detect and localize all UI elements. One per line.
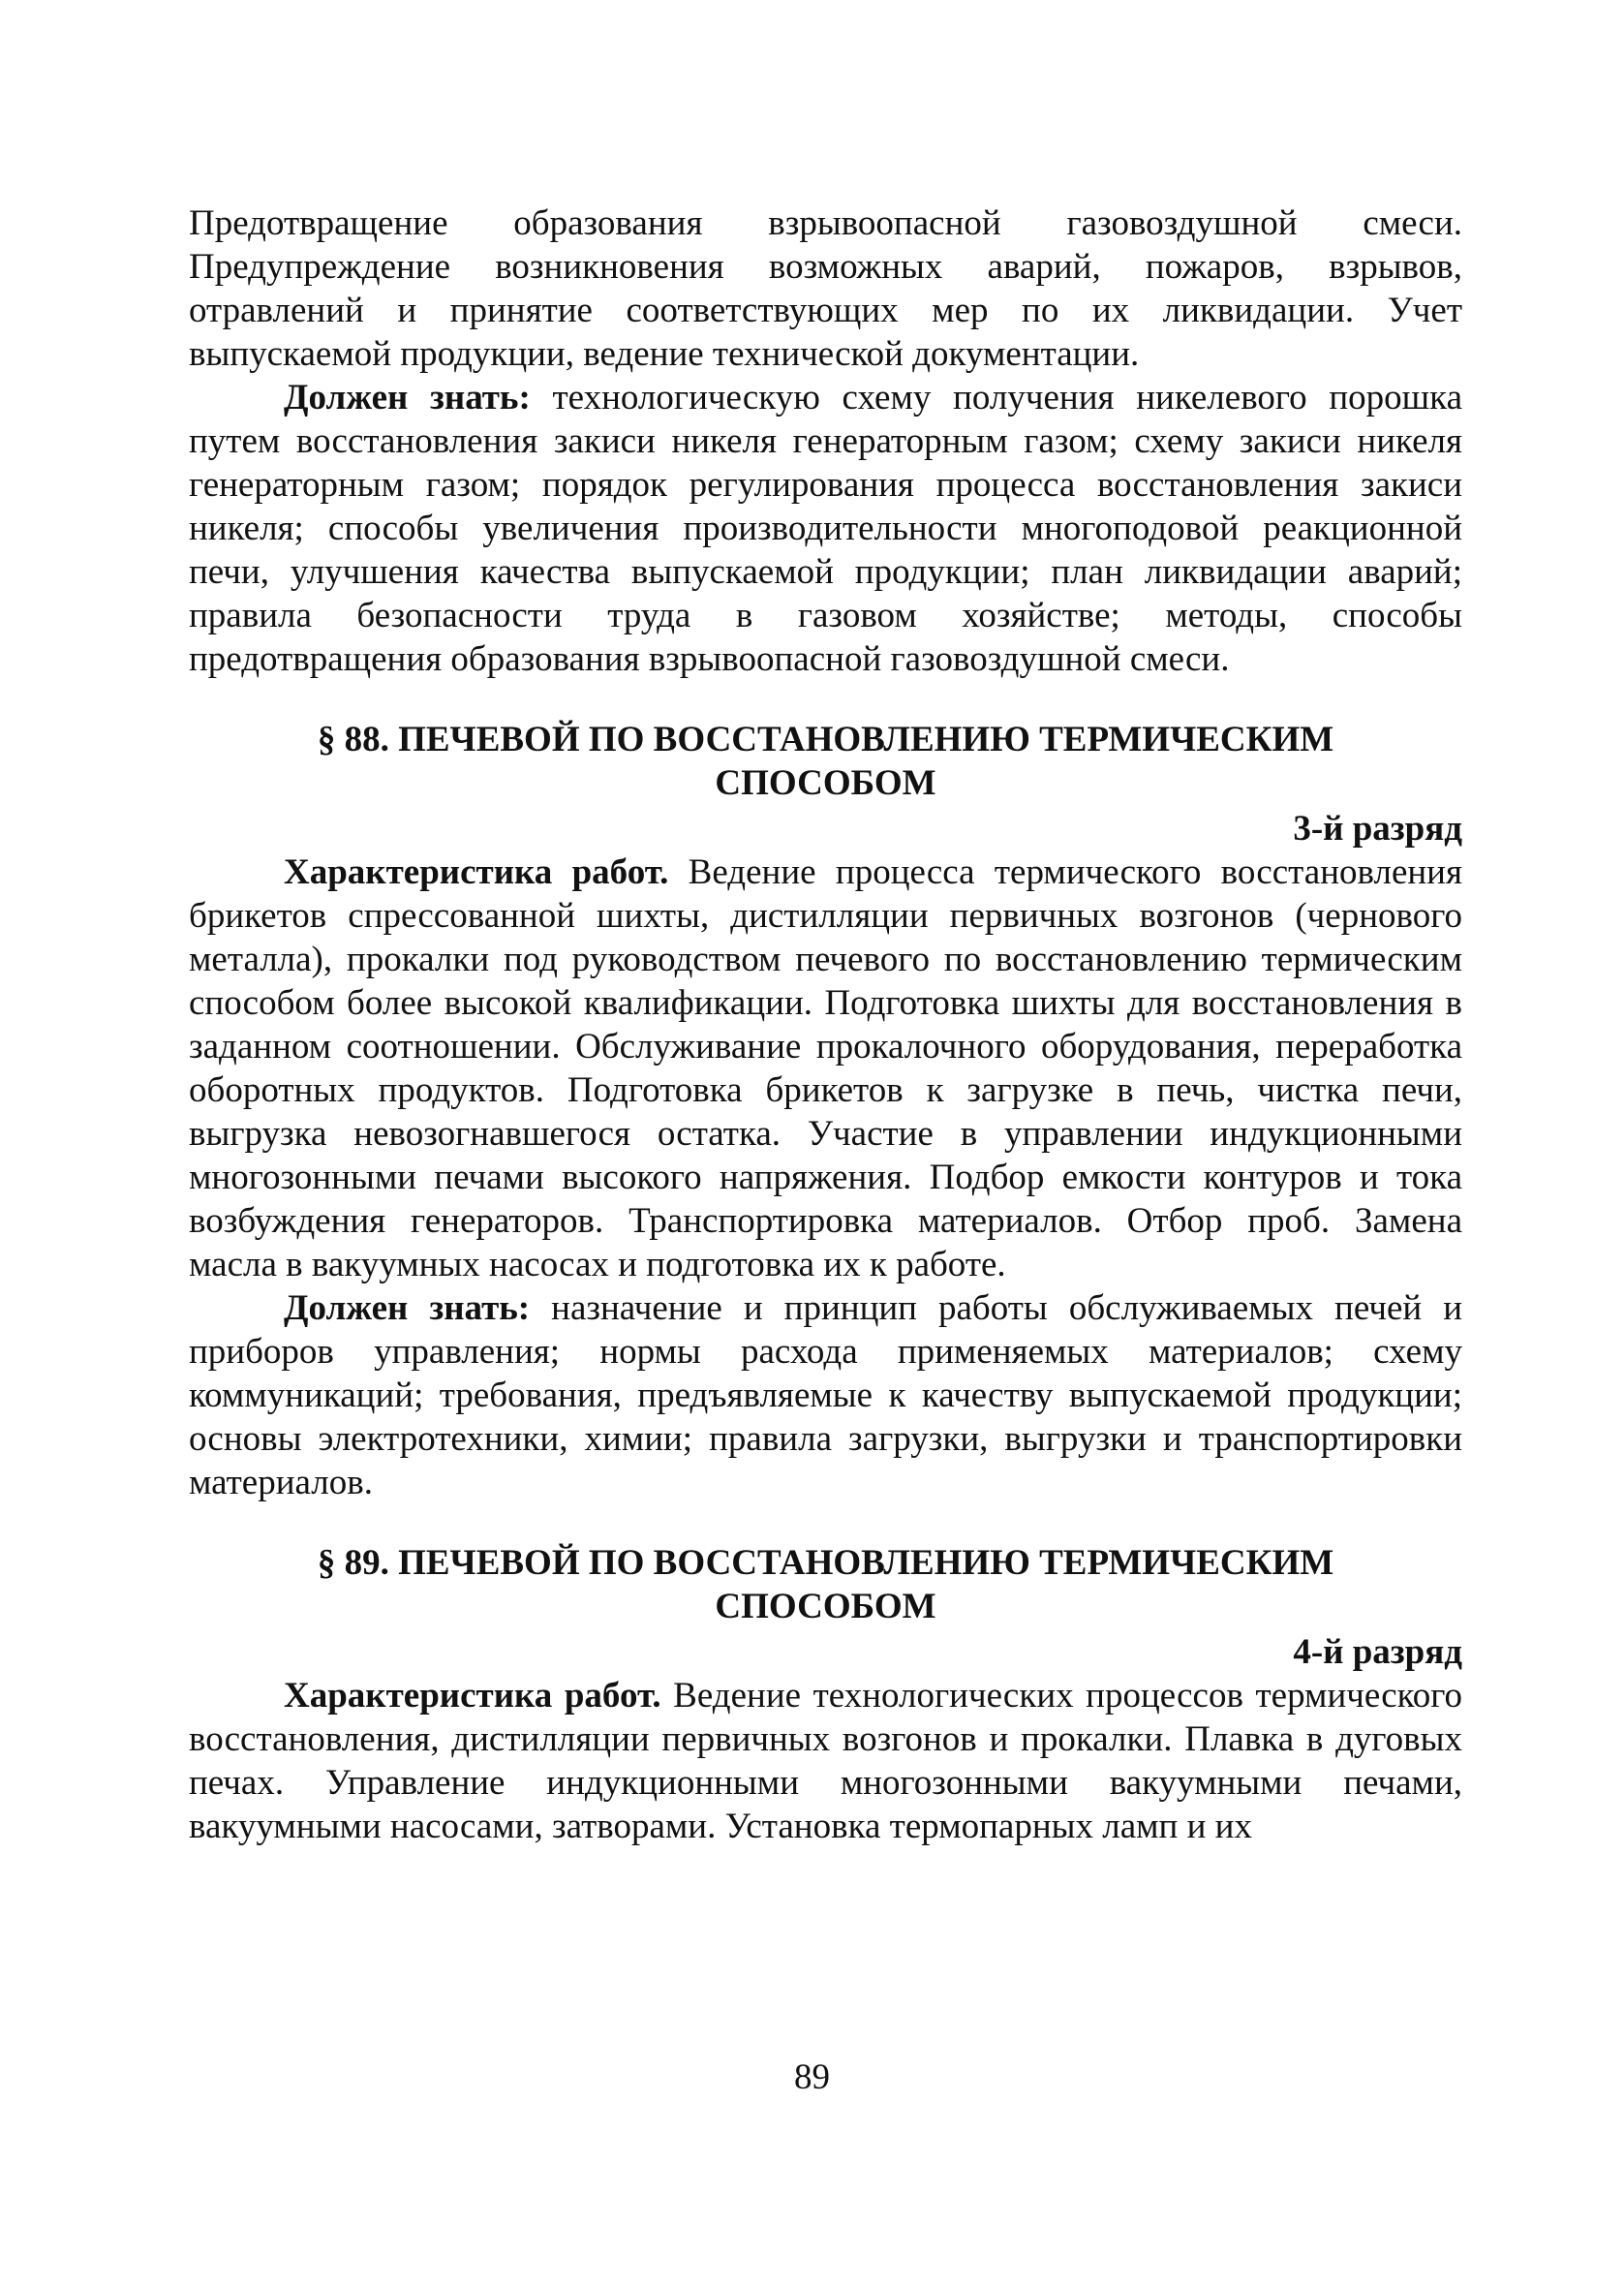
knowledge-lead: Должен знать: <box>284 1288 531 1328</box>
knowledge-text: назначение и принцип работы обслуживаемых печей и приборов управления; нормы расхода применяемых материалов; схему коммуникаций; требования, предъявляемые к качеству выпускаемой продукции; основы электротехники, химии; правила загрузки, выгрузки и транспортировки материалов. <box>189 1288 1462 1502</box>
knowledge-text: технологическую схему получения никелевого порошка путем восстановления закиси никеля генераторным газом; схему закиси никеля генераторным газом; порядок регулирования процесса восстановления закиси никеля; способы увеличения производительности многоподовой реакционной печи, улучшения качества выпускаемой продукции; план ликвидации аварий; правила безопасности труда в газовом хозяйстве; методы, способы предотвращения образования взрывоопасной газовоздушной смеси. <box>189 378 1462 679</box>
section-heading-line2: СПОСОБОМ <box>715 763 936 803</box>
section-grade-89: 4-й разряд <box>1293 1632 1462 1672</box>
section-88-knowledge <box>189 1286 1462 1504</box>
intro-paragraph: Предотвращение образования взрывоопасной газовоздушной смеси. Предупреждение возникновения возможных аварий, пожаров, взрывов, отравлений и принятие соответствующих мер по их ликвидации. Учет выпускаемой продукции, ведение технической документации. <box>189 203 1462 374</box>
document-page <box>189 201 1462 1848</box>
section-heading-88 <box>189 718 1462 805</box>
section-88-characteristic <box>189 850 1462 1286</box>
characteristic-text: Ведение технологических процессов термического восстановления, дистилляции первичных возгонов и прокалки. Плавка в дуговых печах. Управление индукционными многозонными вакуумными печами, вакуумными насосами, затворами. Установка термопарных ламп и их <box>189 1676 1462 1846</box>
section-heading-89 <box>189 1541 1462 1628</box>
section-heading-line1: § 89. ПЕЧЕВОЙ ПО ВОССТАНОВЛЕНИЮ ТЕРМИЧЕСКИМ <box>317 1543 1334 1583</box>
section-89-characteristic <box>189 1674 1462 1848</box>
section-heading-line1: § 88. ПЕЧЕВОЙ ПО ВОССТАНОВЛЕНИЮ ТЕРМИЧЕСКИМ <box>317 720 1334 759</box>
characteristic-lead: Характеристика работ. <box>284 852 669 892</box>
section-heading-line2: СПОСОБОМ <box>715 1587 936 1626</box>
knowledge-lead: Должен знать: <box>284 378 531 417</box>
characteristic-lead: Характеристика работ. <box>284 1676 661 1716</box>
characteristic-text: Ведение процесса термического восстановления брикетов спрессованной шихты, дистилляции первичных возгонов (чернового металла), прокалки под руководством печевого по восстановлению термическим способом более высокой квалификации. Подготовка шихты для восстановления в заданном соотношении. Обслуживание прокалочного оборудования, переработка оборотных продуктов. Подготовка брикетов к загрузке в печь, чистка печи, выгрузка невозогнавшегося остатка. Участие в управлении индукционными многозонными печами высокого напряжения. Подбор емкости контуров и тока возбуждения генераторов. Транспортировка материалов. Отбор проб. Замена масла в вакуумных насосах и подготовка их к работе. <box>189 852 1462 1284</box>
page-number: 89 <box>794 2057 830 2097</box>
section-grade-88: 3-й разряд <box>1293 809 1462 849</box>
intro-knowledge-paragraph <box>189 376 1462 681</box>
